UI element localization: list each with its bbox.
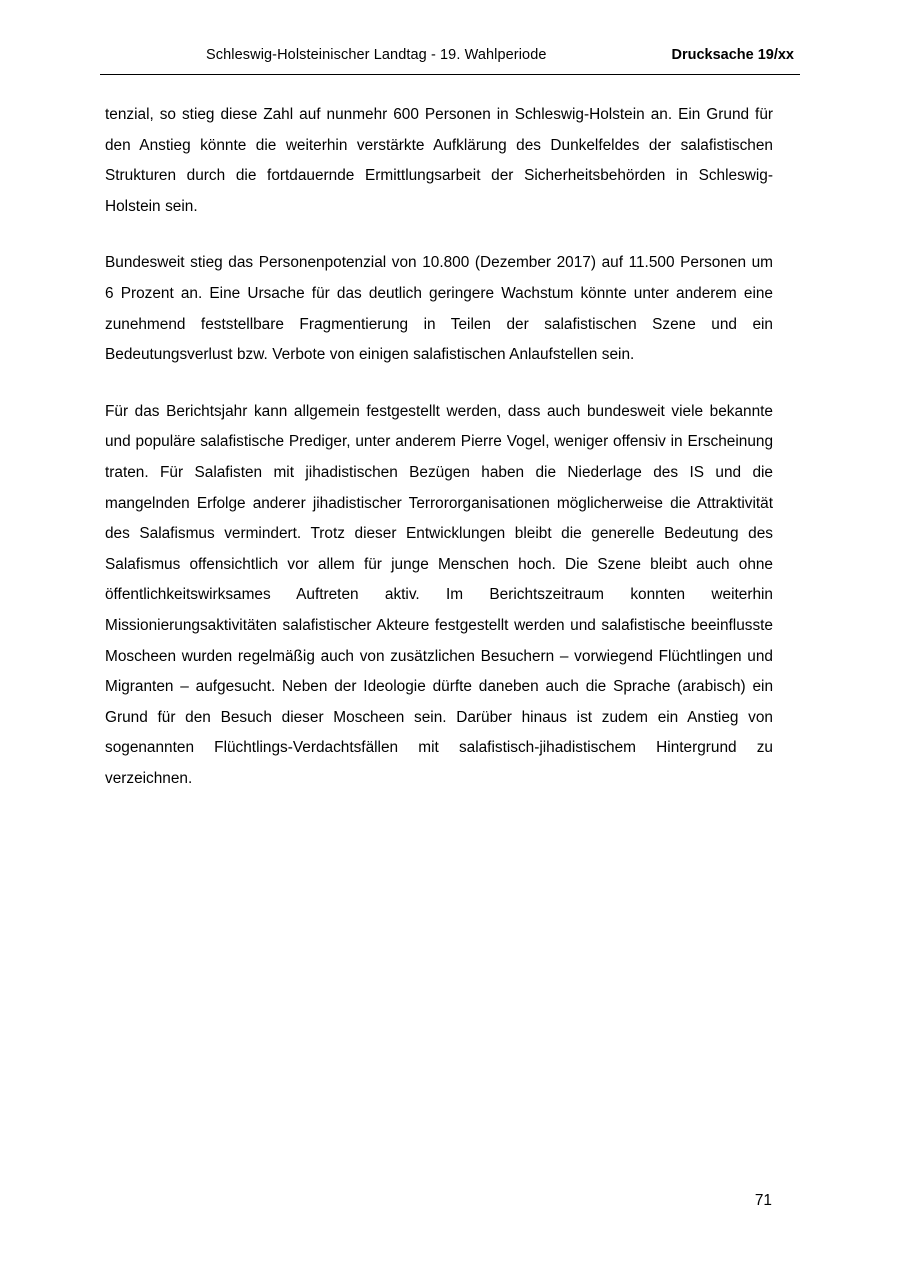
page-header-inner: [100, 47, 800, 74]
page-header: [100, 47, 800, 75]
page-number: 71: [754, 1192, 772, 1209]
body-paragraph: tenzial, so stieg diese Zahl auf nunmehr 600 Personen in Schleswig-Holstein an. Ein Grund für den Anstieg könnte die weiterhin verstärkte Aufklärung des Dunkelfeldes der salafistischen Strukturen durch die fortdauernde Ermittlungsarbeit der Sicherheitsbehörden in Schleswig-Holstein sein.: [105, 106, 773, 215]
header-parliament-label: Schleswig-Holsteinischer Landtag - 19. Wahlperiode: [206, 47, 547, 63]
body-paragraph: Für das Berichtsjahr kann allgemein festgestellt werden, dass auch bundesweit viele bekannte und populäre salafistische Prediger, unter anderem Pierre Vogel, weniger offensiv in Erscheinung traten. Für Salafisten mit jihadistischen Bezügen haben die Niederlage des IS und die mangelnden Erfolge anderer jihadistischer Terrororganisationen möglicherweise die Attraktivität des Salafismus vermindert. Trotz dieser Entwicklungen bleibt die generelle Bedeutung des Salafismus offensichtlich vor allem für junge Menschen hoch. Die Szene bleibt auch ohne öffentlichkeitswirksames Auftreten aktiv. Im Berichtszeitraum konnten weiterhin Missionierungsaktivitäten salafistischer Akteure festgestellt werden und salafistische beeinflusste Moscheen wurden regelmäßig auch von zusätzlichen Besuchern – vorwiegend Flüchtlingen und Migranten – aufgesucht. Neben der Ideologie dürfte daneben auch die Sprache (arabisch) ein Grund für den Besuch dieser Moscheen sein. Darüber hinaus ist zudem ein Anstieg von sogenannten Flüchtlings-Verdachtsfällen mit salafistisch-jihadistischem Hintergrund zu verzeichnen.: [105, 402, 773, 787]
header-document-number: Drucksache 19/xx: [671, 47, 794, 63]
document-body: [105, 100, 773, 794]
body-paragraph: Bundesweit stieg das Personenpotenzial von 10.800 (Dezember 2017) auf 11.500 Personen um 6 Prozent an. Eine Ursache für das deutlich geringere Wachstum könnte unter anderem eine zunehmend feststellbare Fragmentierung in Teilen der salafistischen Szene und ein Bedeutungsverlust bzw. Verbote von einigen salafistischen Anlaufstellen sein.: [105, 254, 773, 364]
